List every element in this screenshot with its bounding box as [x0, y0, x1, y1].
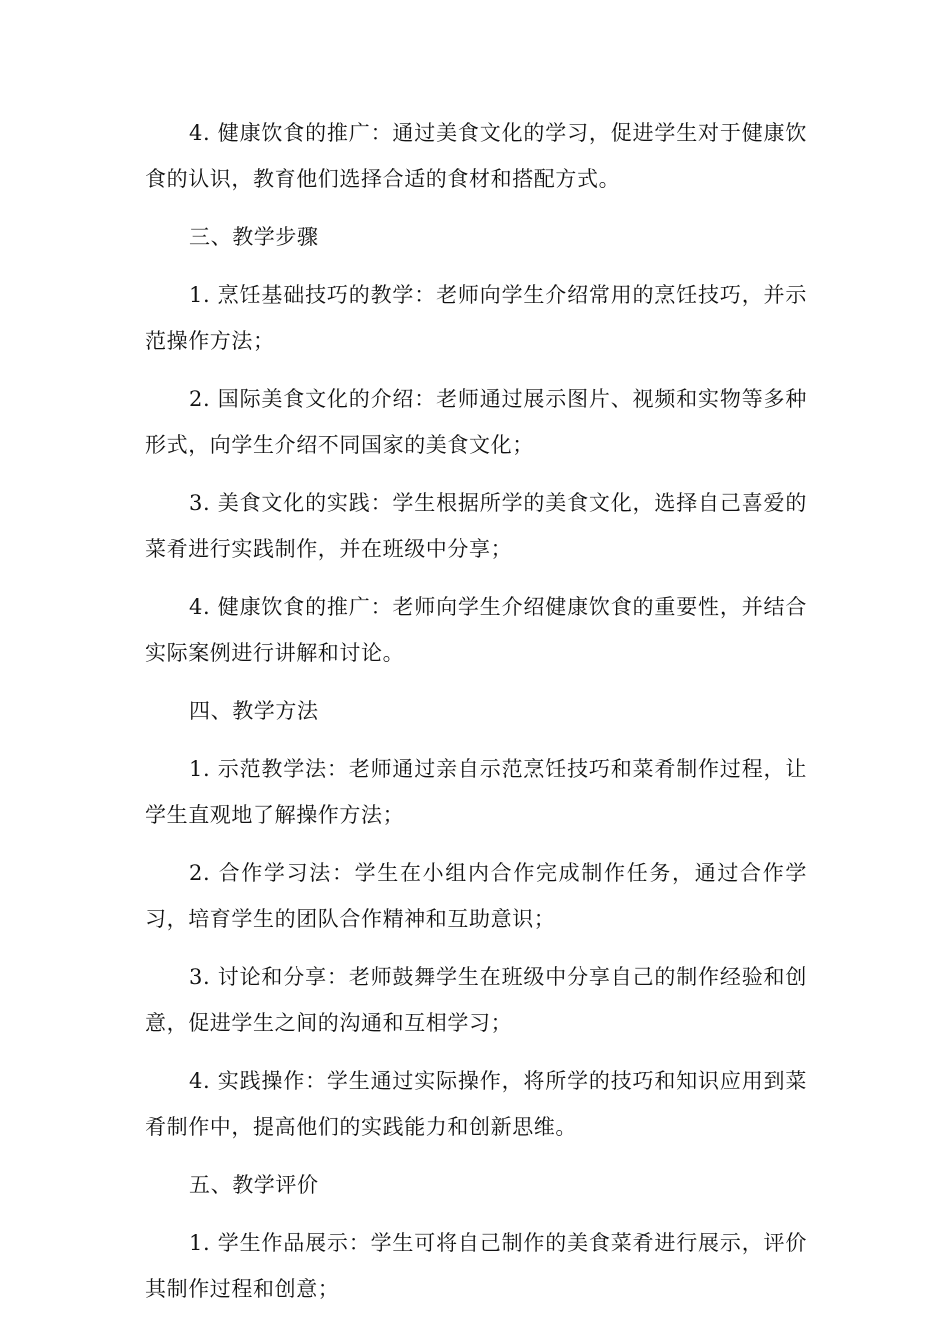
list-item: 4. 健康饮食的推广：老师向学生介绍健康饮食的重要性，并结合实际案例进行讲解和讨论。 [145, 595, 807, 665]
list-item: 2. 国际美食文化的介绍：老师通过展示图片、视频和实物等多种形式，向学生介绍不同国家的美食文化； [145, 387, 807, 457]
list-item: 1. 烹饪基础技巧的教学：老师向学生介绍常用的烹饪技巧，并示范操作方法； [145, 283, 807, 353]
list-item: 3. 讨论和分享：老师鼓舞学生在班级中分享自己的制作经验和创意，促进学生之间的沟通和互相学习； [145, 965, 807, 1035]
list-item: 4. 实践操作：学生通过实际操作，将所学的技巧和知识应用到菜肴制作中，提高他们的实践能力和创新思维。 [145, 1069, 807, 1139]
list-item: 3. 美食文化的实践：学生根据所学的美食文化，选择自己喜爱的菜肴进行实践制作，并在班级中分享； [145, 491, 807, 561]
list-item: 1. 示范教学法：老师通过亲自示范烹饪技巧和菜肴制作过程，让学生直观地了解操作方法； [145, 757, 807, 827]
list-item: 2. 合作学习法：学生在小组内合作完成制作任务，通过合作学习，培育学生的团队合作精神和互助意识； [145, 861, 807, 931]
list-item: 1. 学生作品展示：学生可将自己制作的美食菜肴进行展示，评价其制作过程和创意； [145, 1231, 807, 1301]
section-heading: 五、教学评价 [189, 1173, 319, 1197]
section-heading: 三、教学步骤 [189, 225, 319, 249]
section-heading: 四、教学方法 [189, 699, 319, 723]
document-body [145, 110, 807, 1312]
list-item: 4. 健康饮食的推广：通过美食文化的学习，促进学生对于健康饮食的认识，教育他们选择合适的食材和搭配方式。 [145, 121, 807, 191]
